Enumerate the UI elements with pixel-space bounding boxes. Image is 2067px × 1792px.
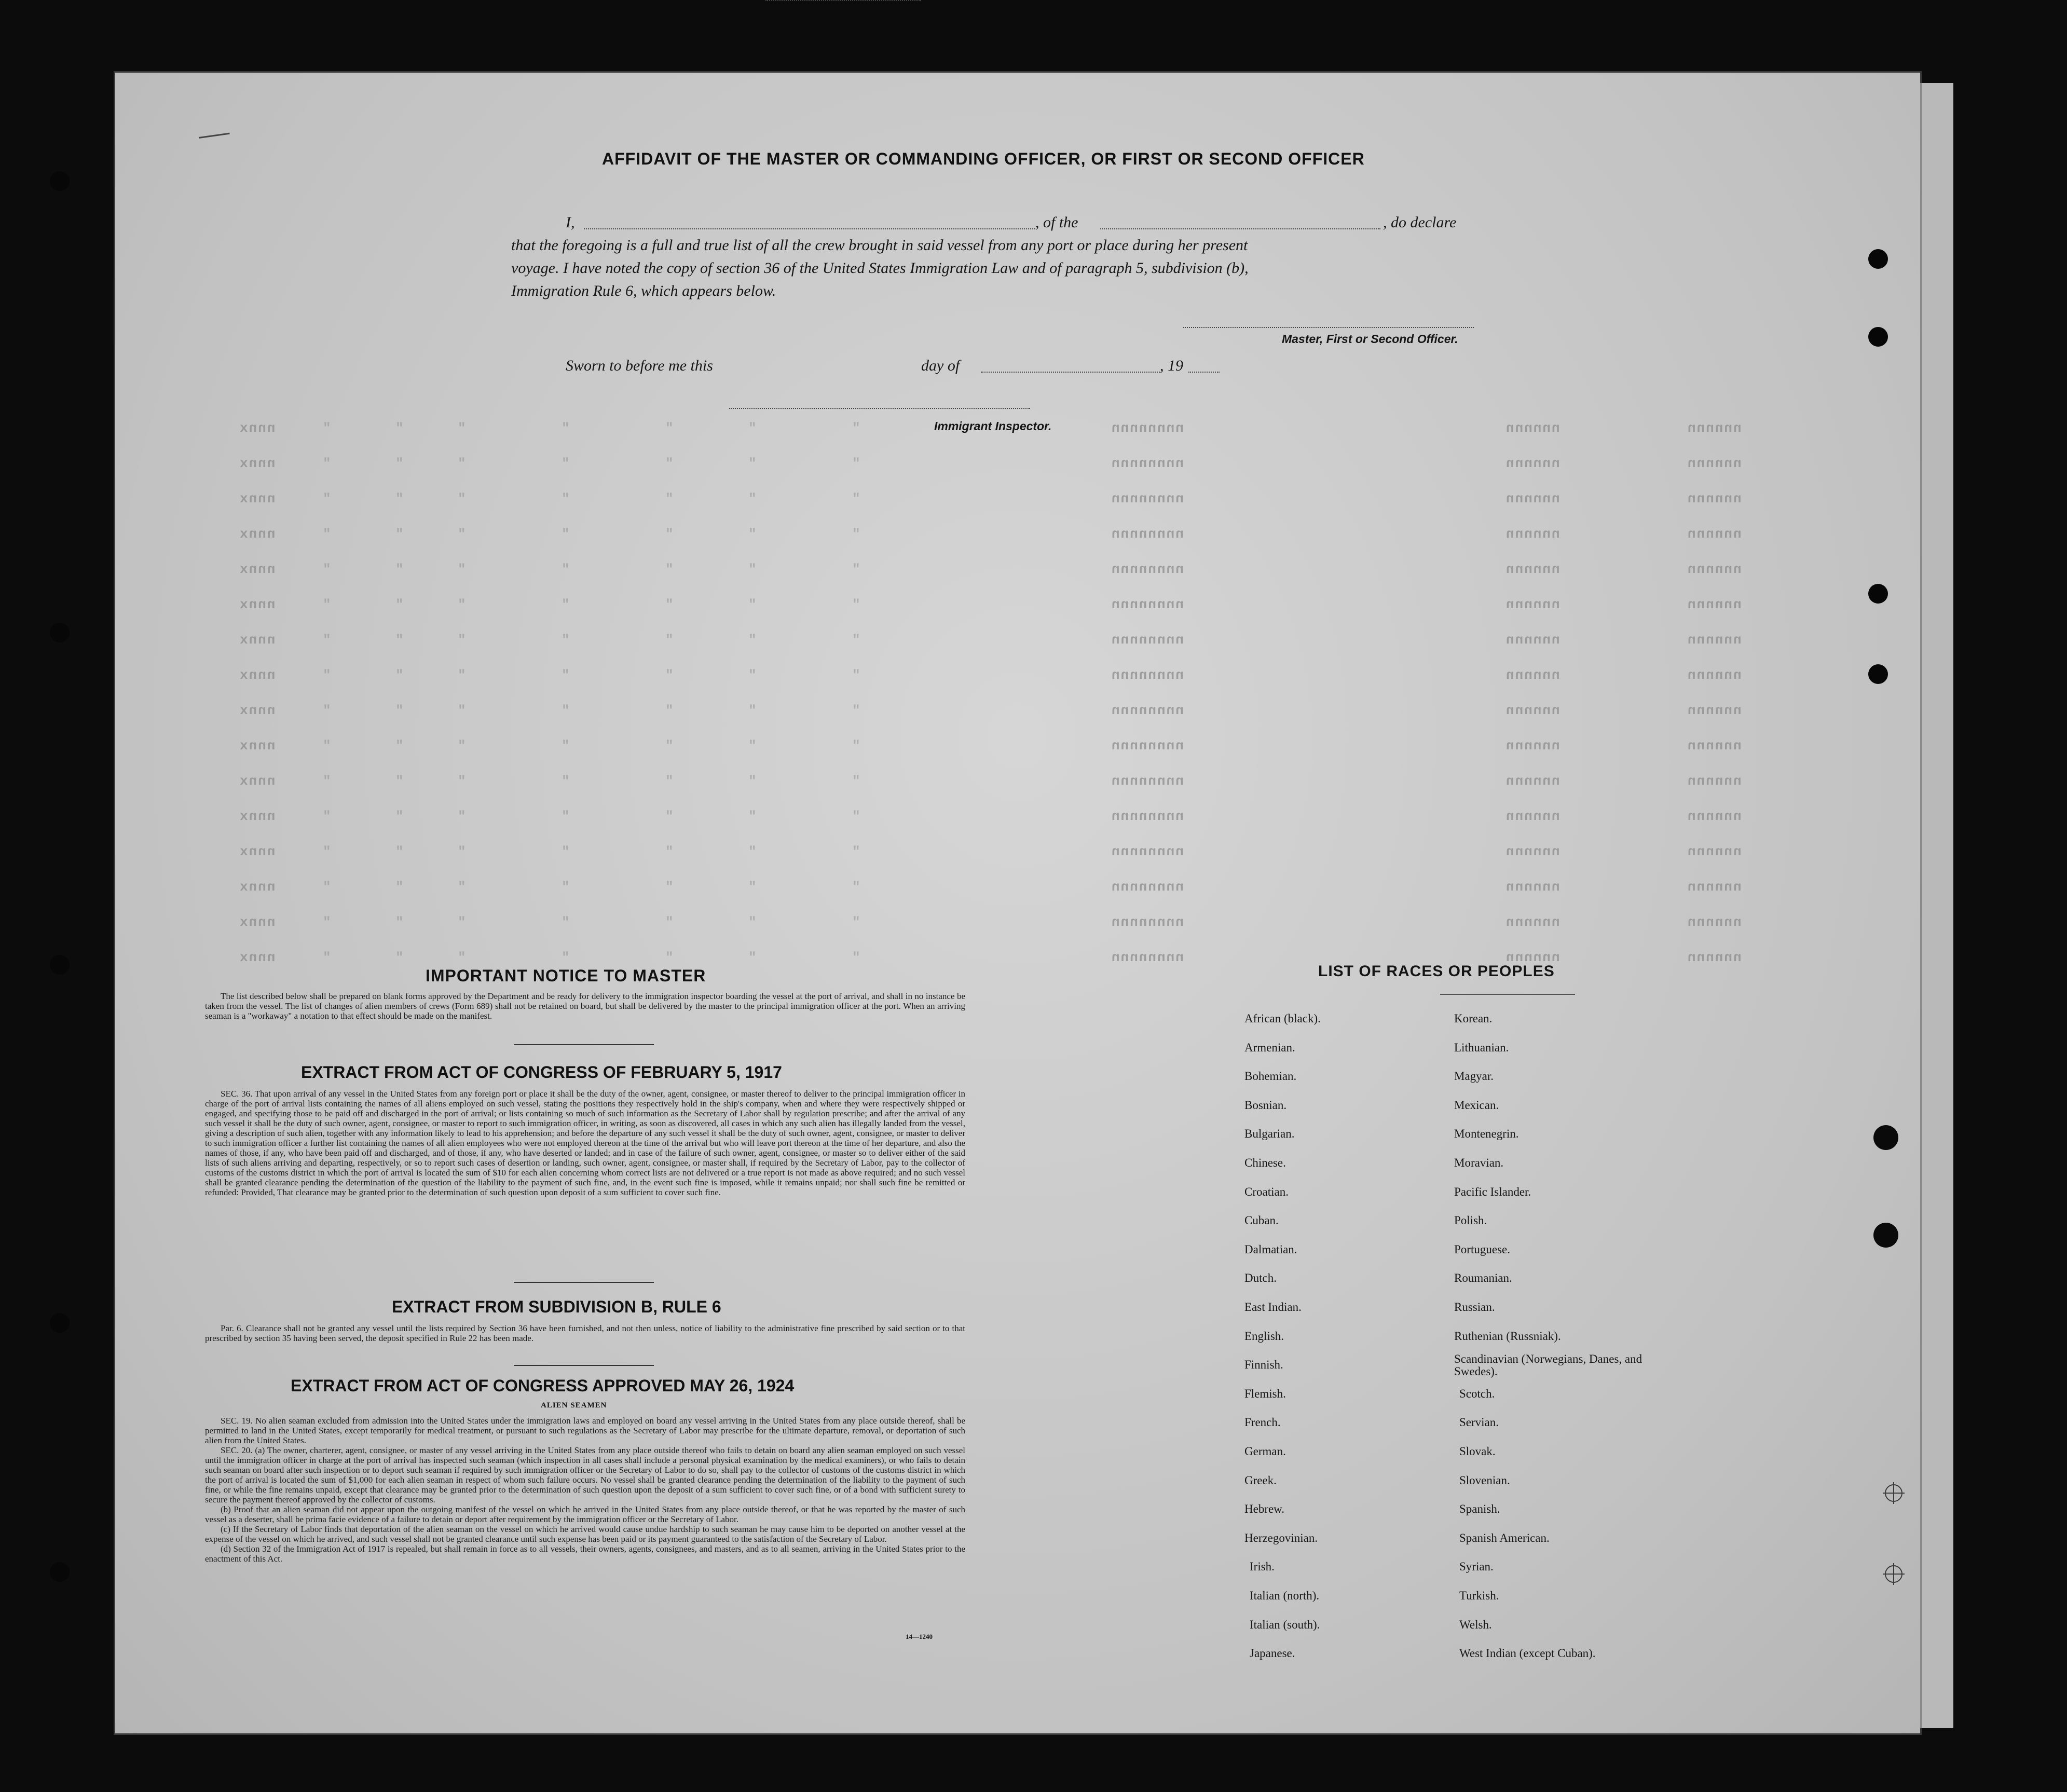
bleed-through-mark: " xyxy=(664,844,674,859)
bleed-through-mark: " xyxy=(322,491,331,507)
bleed-through-mark: " xyxy=(851,526,860,542)
race-item: Flemish. xyxy=(1244,1387,1286,1400)
registration-mark-icon xyxy=(1885,1565,1902,1583)
signature-label: Master, First or Second Officer. xyxy=(1282,332,1458,346)
bleed-through-mark: nnnx xyxy=(239,703,276,718)
bleed-through-mark: nnnx xyxy=(239,526,276,542)
bleed-through-mark: " xyxy=(560,456,570,471)
bleed-through-mark: " xyxy=(560,809,570,824)
bleed-through-mark: " xyxy=(560,597,570,612)
bleed-through-mark: " xyxy=(560,914,570,930)
race-item: Cuban. xyxy=(1244,1214,1279,1227)
bleed-through-mark: " xyxy=(747,562,757,577)
bleed-through-mark: " xyxy=(322,809,331,824)
bleed-through-mark: nnnx xyxy=(239,879,276,895)
bleed-through-mark: nnnnnn xyxy=(1687,667,1742,683)
bleed-through-mark: " xyxy=(664,597,674,612)
vessel-blank[interactable] xyxy=(1100,228,1380,229)
bleed-through-mark: nnnx xyxy=(239,562,276,577)
bleed-through-mark: nnnnnn xyxy=(1505,738,1560,754)
bleed-through-mark: " xyxy=(664,809,674,824)
bleed-through-mark: " xyxy=(851,562,860,577)
extract-1924-body xyxy=(205,1416,965,1564)
race-item: Greek. xyxy=(1244,1474,1277,1487)
bleed-through-mark: nnnnnn xyxy=(1505,420,1560,436)
bleed-through-mark: nnnnnnnn xyxy=(1111,562,1184,577)
bleed-through-mark: " xyxy=(851,703,860,718)
bleed-through-mark: nnnnnn xyxy=(1505,667,1560,683)
race-item: Scotch. xyxy=(1459,1387,1495,1400)
bleed-through-mark: nnnnnnnn xyxy=(1111,950,1184,965)
extract-1917-title: EXTRACT FROM ACT OF CONGRESS OF FEBRUARY 5, 1917 xyxy=(301,1063,782,1082)
bleed-through-mark: " xyxy=(560,562,570,577)
bleed-through-mark: " xyxy=(851,491,860,507)
bleed-through-mark: " xyxy=(851,914,860,930)
bleed-through-mark: " xyxy=(394,950,404,965)
bleed-through-mark: " xyxy=(747,914,757,930)
bleed-through-mark: nnnnnn xyxy=(1505,879,1560,895)
notice-body: The list described below shall be prepared on blank forms approved by the Department and be ready for delivery to the immigration inspector boarding the vessel at the port of arrival, and shall in no instance be taken from the vessel. The list of changes of alien members of crews (Form 689) shall not be retained on board, but shall be delivered by the master to the principal immigration officer at the port. When an arriving seaman is a "workaway" a notation to that effect should be made on the manifest. xyxy=(205,991,965,1021)
race-item: East Indian. xyxy=(1244,1301,1302,1314)
divider xyxy=(514,1044,654,1045)
affidavit-line-3: voyage. I have noted the copy of section 36 of the United States Immigration Law and of paragraph 5, subdivision (b), xyxy=(511,259,1249,277)
bleed-through-mark: nnnx xyxy=(239,738,276,754)
bleed-through-mark: nnnx xyxy=(239,809,276,824)
bleed-through-mark: " xyxy=(851,950,860,965)
bleed-through-mark: nnnnnn xyxy=(1505,844,1560,859)
bleed-through-mark: " xyxy=(394,809,404,824)
race-item: German. xyxy=(1244,1445,1286,1458)
bleed-through-mark: " xyxy=(322,667,331,683)
affidavit-line-2: that the foregoing is a full and true list of all the crew brought in said vessel from any port or place during her present xyxy=(511,237,1248,254)
bleed-through-mark: " xyxy=(560,738,570,754)
bleed-through-mark: nnnnnnnn xyxy=(1111,526,1184,542)
bleed-through-mark: " xyxy=(664,491,674,507)
bleed-through-mark: nnnx xyxy=(239,844,276,859)
name-blank[interactable] xyxy=(584,228,1035,229)
bleed-through-mark: nnnnnnnn xyxy=(1111,773,1184,789)
bleed-through-mark: " xyxy=(457,738,466,754)
bleed-through-mark: nnnnnnnn xyxy=(1111,844,1184,859)
sworn-month-blank[interactable] xyxy=(981,372,1160,373)
binder-hole xyxy=(50,955,70,975)
bleed-through-mark: nnnnnnnn xyxy=(1111,738,1184,754)
bleed-through-mark: " xyxy=(664,879,674,895)
binder-hole xyxy=(1868,664,1888,684)
race-item: Korean. xyxy=(1454,1012,1493,1025)
bleed-through-mark: " xyxy=(394,456,404,471)
bleed-through-mark: nnnnnn xyxy=(1687,773,1742,789)
divider xyxy=(514,1282,654,1283)
bleed-through-mark: nnnnnn xyxy=(1505,456,1560,471)
bleed-through-mark: nnnnnn xyxy=(1687,491,1742,507)
bleed-through-mark: nnnx xyxy=(239,667,276,683)
race-item: Italian (south). xyxy=(1250,1618,1320,1631)
bleed-through-mark: " xyxy=(457,456,466,471)
bleed-through-mark: nnnnnnnn xyxy=(1111,597,1184,612)
bleed-through-mark: " xyxy=(560,420,570,436)
bleed-through-mark: " xyxy=(322,950,331,965)
bleed-through-mark: " xyxy=(851,420,860,436)
signature-line[interactable] xyxy=(1183,327,1474,328)
extract-rule6-body: Par. 6. Clearance shall not be granted any vessel until the lists required by Section 36 have been furnished, and not then unless, notice of liability to the administrative fine prescribed by said section or to that prescribed by section 35 having been served, the deposit specified in Rule 22 has been made. xyxy=(205,1323,965,1343)
bleed-through-mark: nnnnnn xyxy=(1687,914,1742,930)
handwritten-mark xyxy=(196,112,229,139)
bleed-through-mark: " xyxy=(457,667,466,683)
bleed-through-mark: " xyxy=(747,526,757,542)
bleed-through-mark: " xyxy=(664,562,674,577)
bleed-through-mark: nnnx xyxy=(239,950,276,965)
race-item: African (black). xyxy=(1244,1012,1321,1025)
affidavit-i: I, xyxy=(566,214,575,231)
bleed-through-mark: nnnnnn xyxy=(1505,526,1560,542)
bleed-through-mark: " xyxy=(664,703,674,718)
bleed-through-mark: " xyxy=(664,950,674,965)
bleed-through-mark: nnnnnn xyxy=(1687,597,1742,612)
race-item: Portuguese. xyxy=(1454,1243,1510,1256)
sworn-day-blank[interactable] xyxy=(765,0,921,1)
sec-20a: SEC. 20. (a) The owner, charterer, agent, consignee, or master of any vessel arriving in the United States from any place outside thereof who fails to detain on board any alien seaman employed on such vessel until the immigration officer in charge at the port of arrival has inspected such seaman (which inspection in all cases shall include a personal physical examination by the medical examiners), or who fails to detain such seaman on board after such inspection or to deport such seaman if required by such immigration officer or the Secretary of Labor to do so, shall pay to the collector of customs of the customs district in which the port of arrival is located the sum of $1,000 for each alien seaman in respect of whom such failure occurs. No vessel shall be granted clearance pending the determination of the liability to the payment of such fine, or while the fine remains unpaid, except that clearance may be granted prior to the determination of such question upon the deposit of a sum sufficient to cover such fine, or of a bond with sufficient surety to secure the payment thereof approved by the collector of customs. xyxy=(205,1445,965,1504)
race-item: Irish. xyxy=(1250,1560,1275,1573)
bleed-through-mark: " xyxy=(851,879,860,895)
bleed-through-mark: nnnnnnnn xyxy=(1111,667,1184,683)
bleed-through-mark: " xyxy=(322,703,331,718)
bleed-through-mark: " xyxy=(851,844,860,859)
bleed-through-mark: nnnnnn xyxy=(1687,844,1742,859)
race-item: Japanese. xyxy=(1250,1647,1295,1660)
punch-hole xyxy=(1873,1223,1898,1248)
bleed-through-mark: " xyxy=(851,773,860,789)
race-item: Bosnian. xyxy=(1244,1099,1287,1112)
race-item: Pacific Islander. xyxy=(1454,1185,1531,1198)
binder-hole xyxy=(50,171,70,191)
bleed-through-mark: " xyxy=(457,420,466,436)
race-item: Croatian. xyxy=(1244,1185,1289,1198)
bleed-through-mark: " xyxy=(394,597,404,612)
sworn-prefix: Sworn to before me this xyxy=(566,357,713,374)
bleed-through-mark: nnnx xyxy=(239,773,276,789)
bleed-through-mark: " xyxy=(747,703,757,718)
divider xyxy=(1440,994,1575,995)
race-item: Welsh. xyxy=(1459,1618,1492,1631)
binder-hole xyxy=(1868,584,1888,604)
bleed-through-mark: nnnnnn xyxy=(1687,526,1742,542)
race-item: French. xyxy=(1244,1416,1281,1429)
bleed-through-mark: " xyxy=(560,491,570,507)
notice-title: IMPORTANT NOTICE TO MASTER xyxy=(426,966,706,985)
bleed-through-mark: " xyxy=(322,879,331,895)
bleed-through-mark: " xyxy=(394,703,404,718)
bleed-through-mark: " xyxy=(664,632,674,648)
punch-hole xyxy=(1873,1125,1898,1150)
bleed-through-mark: nnnnnn xyxy=(1687,456,1742,471)
race-item: Slovak. xyxy=(1459,1445,1496,1458)
race-item: West Indian (except Cuban). xyxy=(1459,1647,1596,1660)
bleed-through-mark: nnnnnn xyxy=(1505,632,1560,648)
sworn-year-blank[interactable] xyxy=(1188,372,1220,373)
bleed-through-mark: " xyxy=(747,632,757,648)
sec-20d: (d) Section 32 of the Immigration Act of 1917 is repealed, but shall remain in force as to all vessels, their owners, agents, consignees, and masters, and as to all seamen, arriving in the United States prior to the enactment of this Act. xyxy=(205,1544,965,1564)
bleed-through-mark: " xyxy=(457,703,466,718)
bleed-through-mark: " xyxy=(747,844,757,859)
bleed-through-mark: " xyxy=(747,773,757,789)
affidavit-title: AFFIDAVIT OF THE MASTER OR COMMANDING OFFICER, OR FIRST OR SECOND OFFICER xyxy=(602,149,1365,168)
bleed-through-mark: " xyxy=(664,667,674,683)
bleed-through-mark: " xyxy=(457,597,466,612)
page-edge-tab xyxy=(1920,83,1953,1728)
extract-1924-subtitle: ALIEN SEAMEN xyxy=(541,1401,607,1410)
race-item: Bohemian. xyxy=(1244,1070,1297,1083)
binder-hole xyxy=(50,1313,70,1333)
bleed-through-mark: nnnnnn xyxy=(1687,738,1742,754)
bleed-through-mark: nnnnnn xyxy=(1687,420,1742,436)
bleed-through-mark: nnnx xyxy=(239,420,276,436)
bleed-through-mark: nnnnnn xyxy=(1687,562,1742,577)
race-item: Spanish. xyxy=(1459,1502,1500,1515)
form-code: 14—1240 xyxy=(906,1633,933,1640)
race-item: Finnish. xyxy=(1244,1358,1283,1371)
race-item: Turkish. xyxy=(1459,1589,1499,1602)
bleed-through-mark: nnnnnnnn xyxy=(1111,879,1184,895)
bleed-through-mark: " xyxy=(747,667,757,683)
race-item: English. xyxy=(1244,1330,1284,1343)
races-title: LIST OF RACES OR PEOPLES xyxy=(1318,963,1555,980)
race-item: Moravian. xyxy=(1454,1156,1504,1169)
bleed-through-mark: " xyxy=(322,456,331,471)
race-item: Dalmatian. xyxy=(1244,1243,1297,1256)
race-item: Roumanian. xyxy=(1454,1271,1512,1284)
bleed-through-mark: " xyxy=(394,667,404,683)
bleed-through-mark: " xyxy=(747,950,757,965)
bleed-through-mark: nnnnnn xyxy=(1687,632,1742,648)
bleed-through-mark: " xyxy=(322,844,331,859)
bleed-through-mark: " xyxy=(322,597,331,612)
bleed-through-mark: " xyxy=(851,597,860,612)
extract-rule6-title: EXTRACT FROM SUBDIVISION B, RULE 6 xyxy=(392,1297,721,1316)
bleed-through-mark: nnnnnnnn xyxy=(1111,703,1184,718)
bleed-through-mark: " xyxy=(560,950,570,965)
bleed-through-mark: nnnnnnnn xyxy=(1111,914,1184,930)
binder-hole xyxy=(1868,327,1888,347)
bleed-through-mark: " xyxy=(851,667,860,683)
bleed-through-mark: nnnnnn xyxy=(1687,703,1742,718)
registration-mark-icon xyxy=(1885,1484,1902,1502)
bleed-through-mark: nnnnnnnn xyxy=(1111,632,1184,648)
race-item: Servian. xyxy=(1459,1416,1499,1429)
bleed-through-mark: " xyxy=(747,597,757,612)
divider xyxy=(514,1365,654,1366)
bleed-through-mark: " xyxy=(457,914,466,930)
bleed-through-mark: " xyxy=(457,562,466,577)
race-item: Chinese. xyxy=(1244,1156,1286,1169)
bleed-through-mark: nnnnnnnn xyxy=(1111,420,1184,436)
bleed-through-mark: " xyxy=(322,914,331,930)
bleed-through-mark: " xyxy=(664,420,674,436)
bleed-through-mark: " xyxy=(322,773,331,789)
bleed-through-mark: " xyxy=(394,491,404,507)
race-item: Lithuanian. xyxy=(1454,1041,1509,1054)
bleed-through-mark: " xyxy=(851,632,860,648)
bleed-through-mark: " xyxy=(457,879,466,895)
bleed-through-mark: nnnnnnnn xyxy=(1111,491,1184,507)
bleed-through-mark: " xyxy=(560,667,570,683)
bleed-through-mark: " xyxy=(747,809,757,824)
bleed-through-mark: " xyxy=(457,526,466,542)
bleed-through-mark: " xyxy=(394,879,404,895)
race-item: Montenegrin. xyxy=(1454,1127,1519,1140)
bleed-through-mark: " xyxy=(457,809,466,824)
bleed-through-mark: " xyxy=(747,420,757,436)
bleed-through-mark: nnnnnn xyxy=(1505,914,1560,930)
race-item: Russian. xyxy=(1454,1301,1495,1314)
bleed-through-mark: " xyxy=(394,632,404,648)
bleed-through-mark: nnnnnnnn xyxy=(1111,456,1184,471)
bleed-through-mark: " xyxy=(322,420,331,436)
bleed-through-mark: " xyxy=(664,526,674,542)
bleed-through-mark: " xyxy=(560,773,570,789)
bleed-through-mark: " xyxy=(747,491,757,507)
bleed-through-mark: " xyxy=(851,456,860,471)
bleed-through-mark: nnnnnn xyxy=(1505,950,1560,965)
race-item: Slovenian. xyxy=(1459,1474,1510,1487)
bleed-through-mark: " xyxy=(457,491,466,507)
bleed-through-mark: nnnx xyxy=(239,597,276,612)
bleed-through-mark: " xyxy=(664,738,674,754)
inspector-signature-line[interactable] xyxy=(729,408,1030,409)
bleed-through-mark: nnnx xyxy=(239,632,276,648)
race-item: Ruthenian (Russniak). xyxy=(1454,1330,1561,1343)
inspector-label: Immigrant Inspector. xyxy=(934,419,1052,433)
bleed-through-mark: " xyxy=(457,632,466,648)
bleed-through-mark: nnnnnn xyxy=(1687,809,1742,824)
bleed-through-mark: nnnx xyxy=(239,456,276,471)
bleed-through-mark: nnnnnn xyxy=(1687,950,1742,965)
bleed-through-mark: " xyxy=(394,562,404,577)
binder-hole xyxy=(50,623,70,642)
bleed-through-mark: " xyxy=(747,456,757,471)
bleed-through-mark: " xyxy=(394,420,404,436)
bleed-through-mark: " xyxy=(560,526,570,542)
bleed-through-mark: " xyxy=(394,526,404,542)
race-item: Magyar. xyxy=(1454,1070,1494,1083)
race-item: Polish. xyxy=(1454,1214,1487,1227)
sworn-year: , 19 xyxy=(1160,357,1183,374)
race-item: Bulgarian. xyxy=(1244,1127,1295,1140)
race-item: Mexican. xyxy=(1454,1099,1499,1112)
sec-19: SEC. 19. No alien seaman excluded from admission into the United States under the immigration laws and employed on board any vessel arriving in the United States from any place outside thereof, shall be permitted to land in the United States, except temporarily for medical treatment, or pursuant to such regulations as the Secretary of Labor may prescribe for the ultimate departure, removal, or deportation of such alien from the United States. xyxy=(205,1416,965,1445)
sec-20b: (b) Proof that an alien seaman did not appear upon the outgoing manifest of the vessel on which he arrived in the United States from any place outside thereof, or that he was reported by the master of such vessel as a deserter, shall be prima facie evidence of a failure to detain or deport after requirement by the immigration officer or the Secretary of Labor. xyxy=(205,1504,965,1524)
bleed-through-mark: " xyxy=(322,738,331,754)
bleed-through-mark: " xyxy=(394,738,404,754)
bleed-through-mark: " xyxy=(394,844,404,859)
affidavit-line-4: Immigration Rule 6, which appears below. xyxy=(511,282,776,299)
bleed-through-mark: " xyxy=(560,703,570,718)
bleed-through-mark: " xyxy=(851,809,860,824)
sec-20c: (c) If the Secretary of Labor finds that deportation of the alien seaman on the vessel on which he arrived would cause undue hardship to such seaman he may cause him to be deported on another vessel at the expense of the vessel on which he arrived, and such vessel shall not be granted clearance until such expense has been paid or its payment guaranteed to the satisfaction of the Secretary of Labor. xyxy=(205,1524,965,1544)
race-item: Hebrew. xyxy=(1244,1502,1285,1515)
race-item: Scandinavian (Norwegians, Danes, and Swedes). xyxy=(1454,1352,1642,1378)
bleed-through-mark: " xyxy=(322,526,331,542)
race-item: Dutch. xyxy=(1244,1271,1277,1284)
affidavit-of-the: , of the xyxy=(1035,214,1078,231)
sworn-day-label: day of xyxy=(921,357,960,374)
bleed-through-mark: nnnx xyxy=(239,491,276,507)
bleed-through-mark: " xyxy=(664,773,674,789)
bleed-through-mark: nnnnnn xyxy=(1505,703,1560,718)
race-item: Syrian. xyxy=(1459,1560,1494,1573)
bleed-through-mark: " xyxy=(457,773,466,789)
bleed-through-mark: " xyxy=(394,773,404,789)
bleed-through-mark: nnnnnn xyxy=(1687,879,1742,895)
bleed-through-mark: " xyxy=(747,738,757,754)
bleed-through-mark: " xyxy=(851,738,860,754)
bleed-through-mark: " xyxy=(664,914,674,930)
race-item: Spanish American. xyxy=(1459,1531,1550,1544)
extract-1917-body: SEC. 36. That upon arrival of any vessel in the United States from any foreign port or place it shall be the duty of the owner, agent, consignee, or master thereof to deliver to the principal immigration officer in charge of the port of arrival lists containing the names of all aliens employed on such vessel, stating the positions they respectively hold in the ship's company, when and where they were respectively shipped or engaged, and specifying those to be paid off and discharged in the port of arrival; or lists containing so much of such information as the Secretary of Labor shall by regulation prescribe; and after the arrival of any such vessel it shall be the duty of such owner, agent, consignee, or master to report to such immigration officer, in writing, as soon as discovered, all cases in which any such alien has illegally landed from the vessel, giving a description of such alien, together with any information likely to lead to his apprehension; and before the departure of any such vessel it shall be the duty of such owner, agent, consignee, or master to deliver to such immigration officer a further list containing the names of all alien employees who were not employed thereon at the time of the arrival but who will leave port thereon at the time of her departure, and also the names of those, if any, who have been paid off and discharged, and of those, if any, who have deserted or landed; and in case of the failure of such owner, agent, consignee, or master so to deliver either of the said lists of such aliens arriving and departing, respectively, or so to report such cases of desertion or landing, such owner, agent, consignee, or master shall, if required by the Secretary of Labor, pay to the collector of customs of the customs district in which the port of arrival is located the sum of $10 for each alien concerning whom correct lists are not delivered or a true report is not made as above required; and no such vessel shall be granted clearance pending the determination of the question of the liability to the payment of such fine, and, in the event such fine is imposed, while it remains unpaid; nor shall such fine be remitted or refunded: Provided, That clearance may be granted prior to the determination of such question upon deposit of a sum sufficient to cover such fine. xyxy=(205,1089,965,1197)
bleed-through-mark: " xyxy=(322,632,331,648)
bleed-through-mark: " xyxy=(560,632,570,648)
bleed-through-mark: " xyxy=(457,844,466,859)
race-item: Herzegovinian. xyxy=(1244,1531,1318,1544)
race-item: Armenian. xyxy=(1244,1041,1295,1054)
binder-hole xyxy=(50,1562,70,1582)
affidavit-declare: , do declare xyxy=(1383,214,1457,231)
bleed-through-mark: nnnnnn xyxy=(1505,491,1560,507)
race-item: Italian (north). xyxy=(1250,1589,1320,1602)
binder-hole xyxy=(1868,249,1888,269)
bleed-through-mark: nnnnnn xyxy=(1505,809,1560,824)
bleed-through-mark: nnnnnn xyxy=(1505,773,1560,789)
bleed-through-mark: " xyxy=(394,914,404,930)
bleed-through-mark: nnnnnn xyxy=(1505,562,1560,577)
extract-1924-title: EXTRACT FROM ACT OF CONGRESS APPROVED MAY 26, 1924 xyxy=(291,1376,795,1395)
bleed-through-mark: " xyxy=(664,456,674,471)
bleed-through-mark: " xyxy=(560,844,570,859)
bleed-through-mark: " xyxy=(457,950,466,965)
bleed-through-mark: nnnx xyxy=(239,914,276,930)
bleed-through-mark: " xyxy=(560,879,570,895)
bleed-through-mark: nnnnnn xyxy=(1505,597,1560,612)
bleed-through-mark: " xyxy=(322,562,331,577)
bleed-through-mark: nnnnnnnn xyxy=(1111,809,1184,824)
bleed-through-mark: " xyxy=(747,879,757,895)
